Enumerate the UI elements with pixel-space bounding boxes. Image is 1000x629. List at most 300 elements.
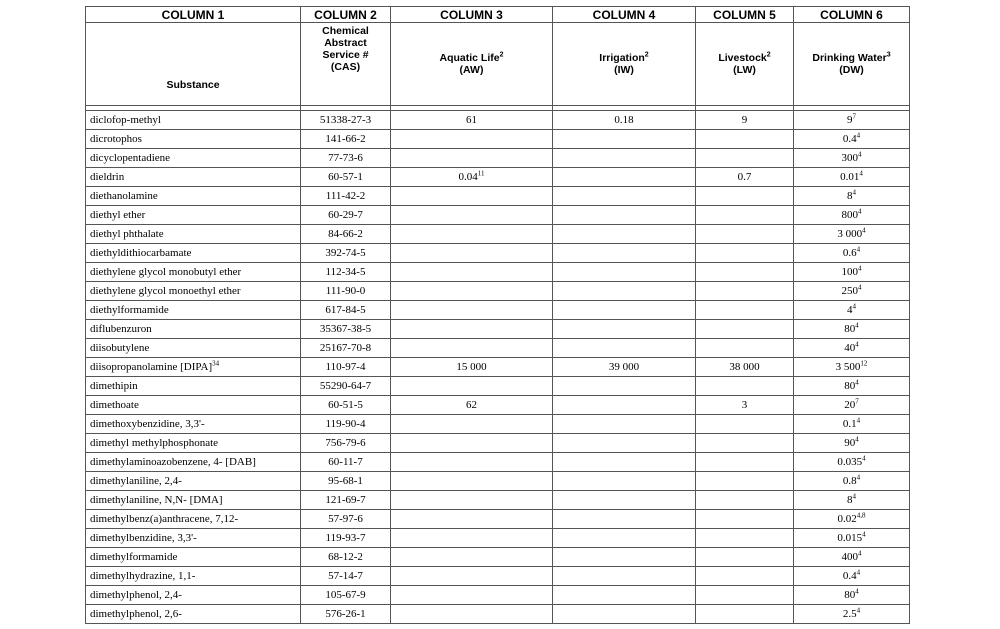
- footnote-ref: 4: [862, 530, 866, 539]
- table-row: [86, 586, 910, 605]
- drinking-water-value: 0.035: [837, 456, 863, 468]
- cas-cell: 68-12-2: [301, 548, 391, 567]
- drinking-water-cell: [794, 358, 910, 377]
- aquatic-life-cell: [391, 567, 553, 586]
- substance-cell: [86, 472, 301, 491]
- livestock-cell: [696, 586, 794, 605]
- aquatic-life-cell: [391, 244, 553, 263]
- aquatic-life-cell: [391, 396, 553, 415]
- footnote-ref: 4: [858, 283, 862, 292]
- drinking-water-abbr: (DW): [839, 64, 864, 76]
- livestock-cell: [696, 244, 794, 263]
- drinking-water-value: 0.02: [837, 513, 857, 525]
- cas-cell: 112-34-5: [301, 263, 391, 282]
- table-row: [86, 491, 910, 510]
- footnote-ref: 4: [856, 568, 861, 577]
- cas-cell: 60-51-5: [301, 396, 391, 415]
- irrigation-cell: [553, 320, 696, 339]
- substance-name: dimethoxybenzidine, 3,3'-: [90, 418, 205, 430]
- irrigation-cell: [553, 225, 696, 244]
- cas-cell: 141-66-2: [301, 130, 391, 149]
- aquatic-life-cell: [391, 548, 553, 567]
- substance-cell: [86, 320, 301, 339]
- table-row: [86, 111, 910, 130]
- cas-cell: 119-93-7: [301, 529, 391, 548]
- substance-name: diisopropanolamine [DIPA]: [90, 361, 213, 373]
- livestock-cell: [696, 605, 794, 624]
- drinking-water-cell: [794, 282, 910, 301]
- table-row: [86, 548, 910, 567]
- table-row: [86, 396, 910, 415]
- substance-cell: [86, 206, 301, 225]
- drinking-water-cell: [794, 244, 910, 263]
- table-row: [86, 301, 910, 320]
- column-number-header: COLUMN 3: [391, 7, 553, 23]
- cas-cell: 25167-70-8: [301, 339, 391, 358]
- irrigation-cell: [553, 567, 696, 586]
- footnote-ref: 4: [855, 378, 859, 387]
- drinking-water-value: 80: [844, 380, 856, 392]
- irrigation-cell: 0.18: [553, 111, 696, 130]
- aquatic-life-cell: [391, 358, 553, 377]
- column-number-header: COLUMN 4: [553, 7, 696, 23]
- table-row: [86, 320, 910, 339]
- drinking-water-cell: [794, 605, 910, 624]
- drinking-water-header: [794, 23, 910, 106]
- footnote-ref: 4: [856, 606, 861, 615]
- aquatic-life-cell: [391, 453, 553, 472]
- aquatic-life-cell: [391, 586, 553, 605]
- table-row: [86, 358, 910, 377]
- drinking-water-cell: [794, 225, 910, 244]
- column-number-row: [86, 7, 910, 23]
- table-body: [86, 111, 910, 624]
- irrigation-cell: [553, 377, 696, 396]
- cas-header-line: Service #: [322, 49, 369, 61]
- drinking-water-value: 2.5: [842, 608, 857, 620]
- cas-cell: 60-57-1: [301, 168, 391, 187]
- aquatic-life-header: [391, 23, 553, 106]
- substance-name: dimethylhydrazine, 1,1-: [90, 570, 196, 582]
- drinking-water-cell: [794, 567, 910, 586]
- irrigation-cell: [553, 244, 696, 263]
- irrigation-cell: [553, 605, 696, 624]
- cas-header-line: (CAS): [330, 61, 361, 73]
- aquatic-life-cell: [391, 415, 553, 434]
- substance-name: dimethylaminoazobenzene, 4- [DAB]: [90, 456, 256, 468]
- substance-name: dimethylformamide: [90, 551, 178, 563]
- drinking-water-cell: [794, 377, 910, 396]
- aquatic-life-cell: [391, 225, 553, 244]
- footnote-ref: 4,8: [856, 511, 866, 520]
- irrigation-cell: [553, 396, 696, 415]
- aquatic-life-label: Aquatic Life: [439, 52, 500, 64]
- drinking-water-cell: [794, 472, 910, 491]
- irrigation-cell: [553, 415, 696, 434]
- irrigation-cell: [553, 510, 696, 529]
- drinking-water-value: 80: [844, 323, 856, 335]
- drinking-water-cell: [794, 396, 910, 415]
- footnote-ref: 4: [856, 245, 861, 254]
- table-row: [86, 415, 910, 434]
- aquatic-life-cell: [391, 282, 553, 301]
- irrigation-cell: [553, 586, 696, 605]
- substance-cell: [86, 301, 301, 320]
- cas-cell: 60-29-7: [301, 206, 391, 225]
- cas-cell: 55290-64-7: [301, 377, 391, 396]
- drinking-water-cell: [794, 130, 910, 149]
- irrigation-abbr: (IW): [614, 64, 634, 76]
- drinking-water-cell: [794, 111, 910, 130]
- table-row: [86, 263, 910, 282]
- table-row: [86, 168, 910, 187]
- table-row: [86, 453, 910, 472]
- livestock-cell: 3: [696, 396, 794, 415]
- cas-cell: 105-67-9: [301, 586, 391, 605]
- table-row: [86, 206, 910, 225]
- substance-cell: [86, 396, 301, 415]
- drinking-water-value: 40: [844, 342, 856, 354]
- cas-header-line: Abstract: [324, 37, 367, 49]
- table-row: [86, 434, 910, 453]
- footnote-ref: 4: [858, 264, 862, 273]
- livestock-cell: [696, 320, 794, 339]
- drinking-water-label: Drinking Water: [812, 52, 887, 64]
- livestock-cell: [696, 263, 794, 282]
- drinking-water-value: 0.6: [842, 247, 857, 259]
- drinking-water-value: 0.4: [842, 133, 857, 145]
- table-row: [86, 529, 910, 548]
- drinking-water-value: 250: [841, 285, 858, 297]
- cas-cell: 57-14-7: [301, 567, 391, 586]
- substance-cell: [86, 358, 301, 377]
- aquatic-life-cell: [391, 206, 553, 225]
- drinking-water-cell: [794, 168, 910, 187]
- aquatic-life-cell: [391, 320, 553, 339]
- cas-cell: 77-73-6: [301, 149, 391, 168]
- drinking-water-value: 20: [844, 399, 856, 411]
- cas-cell: 121-69-7: [301, 491, 391, 510]
- aquatic-life-cell: [391, 149, 553, 168]
- substance-name: diethylene glycol monobutyl ether: [90, 266, 242, 278]
- aquatic-life-cell: [391, 529, 553, 548]
- livestock-cell: [696, 377, 794, 396]
- aquatic-life-cell: [391, 472, 553, 491]
- livestock-cell: [696, 510, 794, 529]
- aquatic-life-cell: [391, 377, 553, 396]
- livestock-cell: [696, 548, 794, 567]
- table-row: [86, 225, 910, 244]
- substance-name: dicyclopentadiene: [90, 152, 171, 164]
- substance-name: dicrotophos: [90, 133, 142, 145]
- drinking-water-value: 8: [847, 190, 853, 202]
- cas-cell: 111-42-2: [301, 187, 391, 206]
- substance-cell: [86, 415, 301, 434]
- table-row: [86, 282, 910, 301]
- substance-name: diethyldithiocarbamate: [90, 247, 192, 259]
- table-row: [86, 187, 910, 206]
- column-number-header: COLUMN 1: [86, 7, 301, 23]
- livestock-cell: [696, 130, 794, 149]
- substance-cell: [86, 225, 301, 244]
- substance-cell: [86, 263, 301, 282]
- aquatic-life-value: 62: [466, 399, 477, 411]
- aquatic-life-value: 0.04: [458, 171, 478, 183]
- drinking-water-value: 0.01: [840, 171, 860, 183]
- substance-name: dimethoate: [90, 399, 139, 411]
- aquatic-life-cell: [391, 130, 553, 149]
- drinking-water-value: 3 000: [837, 228, 863, 240]
- drinking-water-value: 9: [847, 114, 853, 126]
- cas-cell: 119-90-4: [301, 415, 391, 434]
- drinking-water-cell: [794, 586, 910, 605]
- footnote-ref: 11: [477, 169, 485, 178]
- livestock-cell: [696, 567, 794, 586]
- irrigation-cell: [553, 168, 696, 187]
- drinking-water-value: 0.015: [837, 532, 863, 544]
- substance-name: dieldrin: [90, 171, 125, 183]
- cas-cell: 110-97-4: [301, 358, 391, 377]
- aquatic-life-cell: [391, 187, 553, 206]
- aquatic-life-cell: [391, 111, 553, 130]
- drinking-water-cell: [794, 434, 910, 453]
- table-row: [86, 472, 910, 491]
- drinking-water-cell: [794, 301, 910, 320]
- irrigation-header: [553, 23, 696, 106]
- drinking-water-value: 8: [847, 494, 853, 506]
- cas-cell: 392-74-5: [301, 244, 391, 263]
- table-row: [86, 510, 910, 529]
- substance-name: dimethylphenol, 2,4-: [90, 589, 182, 601]
- livestock-cell: [696, 472, 794, 491]
- substance-cell: [86, 244, 301, 263]
- table-row: [86, 130, 910, 149]
- cas-header-line: Chemical: [322, 25, 369, 37]
- substance-name: diethylene glycol monoethyl ether: [90, 285, 241, 297]
- footnote-ref: 4: [852, 492, 856, 501]
- footnote-ref: 4: [852, 302, 856, 311]
- aquatic-life-cell: [391, 605, 553, 624]
- drinking-water-value: 80: [844, 589, 856, 601]
- aquatic-life-cell: [391, 510, 553, 529]
- drinking-water-value: 3 500: [835, 361, 861, 373]
- substance-name: dimethylaniline, N,N- [DMA]: [90, 494, 223, 506]
- drinking-water-value: 0.8: [842, 475, 857, 487]
- drinking-water-cell: [794, 206, 910, 225]
- irrigation-cell: [553, 149, 696, 168]
- substance-cell: [86, 130, 301, 149]
- livestock-cell: [696, 301, 794, 320]
- irrigation-cell: [553, 301, 696, 320]
- cas-cell: 95-68-1: [301, 472, 391, 491]
- aquatic-life-abbr: (AW): [459, 64, 484, 76]
- aquatic-life-value: 15 000: [456, 361, 487, 373]
- livestock-cell: [696, 434, 794, 453]
- irrigation-cell: [553, 206, 696, 225]
- substance-cell: [86, 510, 301, 529]
- aquatic-life-cell: [391, 168, 553, 187]
- table-row: [86, 567, 910, 586]
- cas-cell: 576-26-1: [301, 605, 391, 624]
- footnote-ref: 7: [855, 397, 859, 406]
- irrigation-cell: [553, 187, 696, 206]
- irrigation-cell: [553, 282, 696, 301]
- table-row: [86, 377, 910, 396]
- table-row: [86, 149, 910, 168]
- aquatic-life-cell: [391, 301, 553, 320]
- substance-cell: [86, 434, 301, 453]
- substance-cell: [86, 491, 301, 510]
- substance-name: dimethylbenzidine, 3,3'-: [90, 532, 197, 544]
- substance-cell: [86, 453, 301, 472]
- substance-name: diclofop-methyl: [90, 114, 161, 126]
- guidelines-table: [85, 6, 910, 624]
- footnote-ref: 3: [886, 51, 891, 59]
- footnote-ref: 4: [856, 131, 861, 140]
- drinking-water-cell: [794, 548, 910, 567]
- footnote-ref: 4: [855, 587, 859, 596]
- irrigation-cell: [553, 130, 696, 149]
- irrigation-cell: 39 000: [553, 358, 696, 377]
- cas-cell: 35367-38-5: [301, 320, 391, 339]
- column-title-row: [86, 23, 910, 106]
- drinking-water-cell: [794, 453, 910, 472]
- livestock-cell: [696, 339, 794, 358]
- irrigation-cell: [553, 472, 696, 491]
- livestock-cell: [696, 415, 794, 434]
- footnote-ref: 4: [852, 188, 856, 197]
- livestock-label: Livestock: [718, 52, 767, 64]
- substance-cell: [86, 567, 301, 586]
- drinking-water-value: 0.4: [842, 570, 857, 582]
- substance-cell: [86, 339, 301, 358]
- footnote-ref: 4: [862, 454, 866, 463]
- drinking-water-value: 4: [847, 304, 853, 316]
- aquatic-life-value: 61: [466, 114, 477, 126]
- drinking-water-cell: [794, 187, 910, 206]
- footnote-ref: 4: [855, 321, 859, 330]
- substance-name: diethanolamine: [90, 190, 158, 202]
- substance-cell: [86, 111, 301, 130]
- substance-cell: [86, 168, 301, 187]
- livestock-cell: [696, 453, 794, 472]
- drinking-water-cell: [794, 529, 910, 548]
- aquatic-life-cell: [391, 434, 553, 453]
- substance-cell: [86, 187, 301, 206]
- table-row: [86, 605, 910, 624]
- irrigation-cell: [553, 434, 696, 453]
- table-row: [86, 244, 910, 263]
- footnote-ref: 4: [856, 473, 861, 482]
- substance-name: diisobutylene: [90, 342, 150, 354]
- irrigation-cell: [553, 453, 696, 472]
- drinking-water-cell: [794, 263, 910, 282]
- footnote-ref: 7: [852, 112, 856, 121]
- aquatic-life-cell: [391, 491, 553, 510]
- footnote-ref: 4: [858, 150, 862, 159]
- drinking-water-cell: [794, 149, 910, 168]
- substance-header: [86, 23, 301, 106]
- cas-cell: 57-97-6: [301, 510, 391, 529]
- drinking-water-value: 800: [841, 209, 858, 221]
- footnote-ref: 4: [858, 207, 862, 216]
- substance-header-label: Substance: [166, 79, 220, 91]
- column-number-header: COLUMN 2: [301, 7, 391, 23]
- livestock-header: [696, 23, 794, 106]
- livestock-cell: 38 000: [696, 358, 794, 377]
- drinking-water-value: 300: [841, 152, 858, 164]
- substance-name: diethylformamide: [90, 304, 169, 316]
- drinking-water-cell: [794, 491, 910, 510]
- substance-cell: [86, 548, 301, 567]
- column-number-header: COLUMN 5: [696, 7, 794, 23]
- footnote-ref: 4: [855, 435, 859, 444]
- livestock-abbr: (LW): [733, 64, 756, 76]
- footnote-ref: 4: [862, 226, 866, 235]
- column-number-header: COLUMN 6: [794, 7, 910, 23]
- drinking-water-cell: [794, 510, 910, 529]
- footnote-ref: 2: [644, 51, 649, 59]
- cas-header: [301, 23, 391, 106]
- cas-cell: 51338-27-3: [301, 111, 391, 130]
- substance-cell: [86, 282, 301, 301]
- substance-cell: [86, 586, 301, 605]
- substance-name: dimethylbenz(a)anthracene, 7,12-: [90, 513, 239, 525]
- substance-name: diethyl ether: [90, 209, 146, 221]
- substance-name: diflubenzuron: [90, 323, 152, 335]
- substance-cell: [86, 529, 301, 548]
- drinking-water-value: 0.1: [842, 418, 857, 430]
- substance-name: dimethyl methylphosphonate: [90, 437, 219, 449]
- livestock-cell: [696, 282, 794, 301]
- substance-cell: [86, 605, 301, 624]
- footnote-ref: 4: [858, 549, 862, 558]
- substance-name: diethyl phthalate: [90, 228, 164, 240]
- irrigation-cell: [553, 263, 696, 282]
- drinking-water-value: 400: [841, 551, 858, 563]
- drinking-water-value: 90: [844, 437, 856, 449]
- irrigation-cell: [553, 491, 696, 510]
- livestock-cell: [696, 187, 794, 206]
- cas-cell: 111-90-0: [301, 282, 391, 301]
- drinking-water-cell: [794, 415, 910, 434]
- drinking-water-cell: [794, 320, 910, 339]
- irrigation-cell: [553, 529, 696, 548]
- drinking-water-cell: [794, 339, 910, 358]
- footnote-ref: 12: [860, 359, 868, 368]
- table-row: [86, 339, 910, 358]
- footnote-ref: 2: [766, 51, 771, 59]
- livestock-cell: 9: [696, 111, 794, 130]
- substance-cell: [86, 149, 301, 168]
- livestock-cell: [696, 149, 794, 168]
- substance-name: dimethylaniline, 2,4-: [90, 475, 182, 487]
- cas-cell: 84-66-2: [301, 225, 391, 244]
- livestock-cell: 0.7: [696, 168, 794, 187]
- footnote-ref: 2: [499, 51, 504, 59]
- substance-name: dimethipin: [90, 380, 138, 392]
- livestock-cell: [696, 225, 794, 244]
- livestock-cell: [696, 206, 794, 225]
- footnote-ref: 4: [855, 340, 859, 349]
- irrigation-label: Irrigation: [599, 52, 645, 64]
- aquatic-life-cell: [391, 263, 553, 282]
- cas-cell: 60-11-7: [301, 453, 391, 472]
- cas-cell: 617-84-5: [301, 301, 391, 320]
- livestock-cell: [696, 529, 794, 548]
- footnote-ref: 34: [212, 359, 220, 368]
- livestock-cell: [696, 491, 794, 510]
